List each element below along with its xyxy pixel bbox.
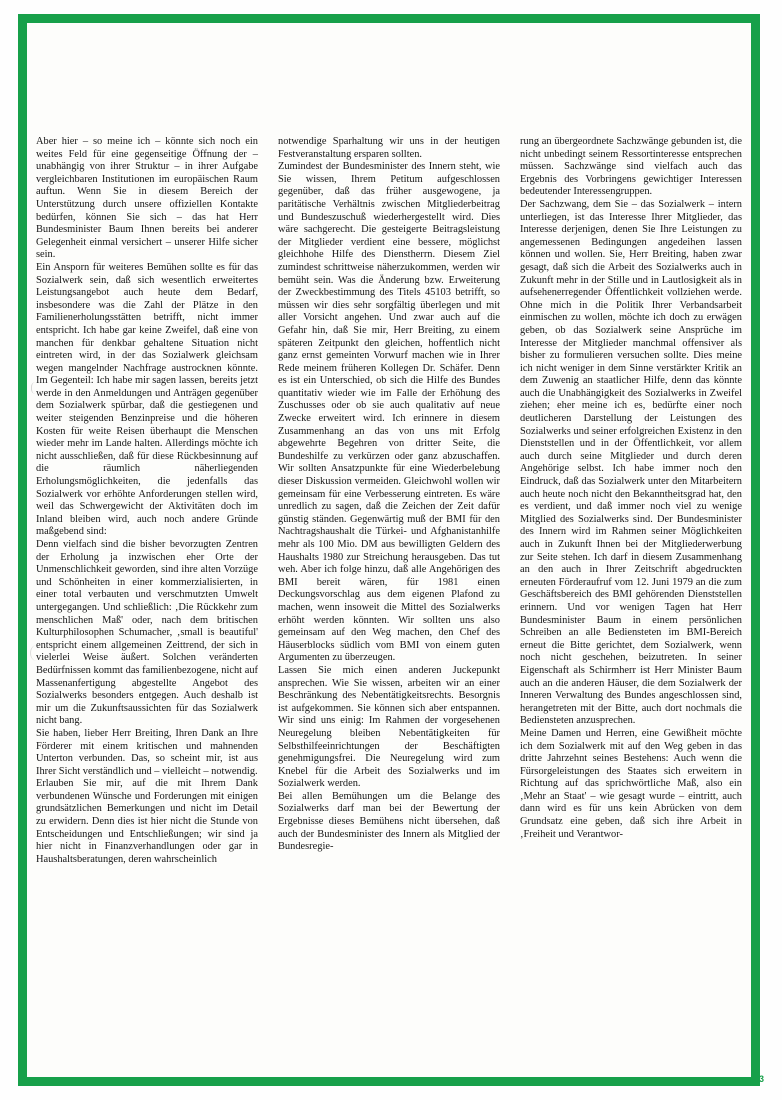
paragraph: Lassen Sie mich einen anderen Juckepunkt ansprechen. Wie Sie wissen, arbeiten wir an einer Beschränkung des Nebentätigkeitsrechts. Besorgnis ist aufgekommen. Sie können sich aber entspannen. Wir sind uns einig: Im Rahmen der vorgesehenen Neuregelung bleiben Nebentätigkeiten für Selbsthilfeeinrichtungen der Beschäftigten genehmigungsfrei. Die Neuregelung wird zum Knebel für die Arbeit des Sozialwerks und im Sozialwerk werden. [278,664,500,790]
paragraph: Ein Ansporn für weiteres Bemühen sollte es für das Sozialwerk sein, daß sich wesentlich erweitertes Leistungsangebot auch heute dem Bedarf, insbesondere was die Zahl der Plätze in den Familienerholungsstätten betrifft, nicht immer entspricht. Ich habe gar keine Zweifel, daß eine von manchen für denkbar gehaltene Situation nicht eintreten wird, in der das Sozialwerk gleichsam wegen mangelnder Nachfrage austrocknen könnte. Im Gegenteil: Ich habe mir sagen lassen, bereits jetzt werde in den Anmeldungen und Anträgen gegenüber dem Sozialwerk spürbar, daß die gestiegenen und weiter steigenden Benzinpreise und die höheren Kosten für weite Reisen überhaupt die Menschen wieder mehr im Lande halten. Allerdings möchte ich nicht ausschließen, daß für diese Rückbesinnung auf die räumlich näherliegenden Erholungsmöglichkeiten, die jedenfalls das Sozialwerk vor erhöhte Anforderungen stellen wird, weil das Schwergewicht der Aktivitäten doch im Inland bleiben wird, auch noch andere Gründe maßgebend sind: [36,261,258,538]
text-column-3 [520,136,742,1076]
text-columns [36,136,748,1076]
text-column-1 [36,136,258,1076]
frame-right-bar [751,14,760,1086]
paragraph: notwendige Sparhaltung wir uns in der heutigen Festveranstaltung ersparen sollten. [278,136,500,160]
paragraph: Der Sachzwang, dem Sie – das Sozialwerk – intern unterliegen, ist das Interesse Ihrer Mitglieder, das Interesse derjenigen, denen Sie Ihre Leistungen zu angemessenen Bedingungen angedeihen lassen können und wollen. Sie, Herr Breiting, haben zwar gesagt, daß sich die Arbeit des Sozialwerks auch in Zukunft mehr in der Stille und in Lautlosigkeit als in aufsehenerregender Öffentlichkeit vollziehen werde. Ohne mich in die Politik Ihrer Verbandsarbeit einmischen zu wollen, möchte ich doch zu erwägen geben, ob das Sozialwerk seine Ansprüche im Interesse der Mitglieder manchmal offensiver als bisher zu formulieren versuchen sollte. Dies meine ich nicht weniger in dem Sinne verstärkter Kritik an dem Zuwenig an staatlicher Hilfe, denn das könnte auch die Unabhängigkeit des Sozialwerks in Zweifel ziehen; eher meine ich es, bedürfte einer noch deutlicheren Darstellung der Leistungen des Sozialwerks und seiner erfolgreichen Existenz in den Dienststellen und in der Öffentlichkeit, vor allem auch durch seine Mitglieder und durch deren Angehörige selbst. Ich habe immer noch den Eindruck, daß das Sozialwerk unter den Mitarbeitern auch heute noch nicht den Bekanntheitsgrad hat, den es verdient, und daß immer noch viel zu wenige Mitglied des Sozialwerks sind. Der Bundesminister des Innern wird im Rahmen seiner Möglichkeiten auch in Zukunft Ihnen bei der Mitgliederwerbung zur Seite stehen. Ich darf in diesem Zusammenhang an den auch in Ihrer Zeitschrift abgedruckten erneuten Förderaufruf vom 12. Juni 1979 an die zum Geschäftsbereich des BMI gehörenden Dienststellen erinnern. Und vor wenigen Tagen hat Herr Bundesminister Baum in einem persönlichen Schreiben an alle Bediensteten im BMI-Bereich erneut die Bitte gerichtet, dem Sozialwerk, wenn noch nicht geschehen, beizutreten. In seiner Eigenschaft als Schirmherr ist Herr Minister Baum auch an die anderen Häuser, die dem Sozialwerk der Inneren Verwaltung des Bundes angeschlossen sind, herangetreten mit der Bitte, auch dort nochmals die Bediensteten anzusprechen. [520,198,742,727]
frame-bottom-bar [18,1077,760,1086]
frame-left-bar [18,14,27,1086]
paragraph: Sie haben, lieber Herr Breiting, Ihren Dank an Ihre Förderer mit einem kritischen und mahnenden Unterton verbunden. Das, so scheint mir, ist aus Ihrer Sicht verständlich und – vielleicht – notwendig. [36,727,258,777]
text-column-2 [278,136,500,1076]
paragraph: Aber hier – so meine ich – könnte sich noch ein weites Feld für eine gegenseitige Öffnung der – unabhängig von ihrer Struktur – in ihrer Aufgabe vergleichbaren Institutionen im europäischen Raum auftun. Wenn Sie in diesem Bereich der Unterstützung durch unsere offiziellen Kontakte bedürfen, können Sie sich – das hat Herr Bundesminister Baum Ihnen bereits bei anderer Gelegenheit einmal versichert – unserer Hilfe sicher sein. [36,136,258,261]
paragraph: Bei allen Bemühungen um die Belange des Sozialwerks darf man bei der Bewertung der Ergebnisse dieses Bemühens nicht übersehen, daß auch der Bundesminister des Innern als Mitglied der Bundesregie- [278,790,500,853]
paragraph: rung an übergeordnete Sachzwänge gebunden ist, die nicht unbedingt seinem Ressortinteresse entsprechen müssen. Sachzwänge sind vielfach auch das Ergebnis des Vorbringens gewichtiger Interessen bedeutender Interessengruppen. [520,136,742,198]
page-number: 3 [758,1074,764,1084]
paragraph: Erlauben Sie mir, auf die mit Ihrem Dank verbundenen Wünsche und Forderungen mit einigen grundsätzlichen Bemerkungen und nicht im Detail zu erwidern. Denn dies ist hier nicht die Stunde von Entscheidungen und Entschließungen; wir sind ja hier nicht in Finanzverhandlungen oder gar in Haushaltsberatungen, deren wahrscheinlich [36,778,258,865]
paragraph: Zumindest der Bundesminister des Innern steht, wie Sie wissen, Ihrem Petitum aufgeschlossen gegenüber, daß das früher ausgewogene, ja paritätische Verhältnis zwischen Mitgliederbeitrag und Bundeszuschuß wiederhergestellt wird. Dies wäre sachgerecht. Die gesteigerte Beitragsleistung der Mitglieder verdient eine bessere, möglichst gleichhohe Hilfe des Dienstherrn. Diesem Ziel zumindest schrittweise näherzukommen, werden wir bemüht sein. Was die Änderung bzw. Erweiterung der Zweckbestimmung des Titels 45103 betrifft, so müssen wir dies sehr sorgfältig überlegen und mit aller Vorsicht angehen. Und zwar auch auf die Gefahr hin, daß Sie mir, Herr Breiting, zu einem späteren Zeitpunkt den gleichen, hoffentlich nicht ganz ernst gemeinten Vorwurf machen wie in Ihrer Rede meinem früheren Kollegen Dr. Schäfer. Denn es ist ein Unterschied, ob sich die Hilfe des Bundes quantitativ wieder wie im Falle der Erhöhung des Zuschusses oder ob sie auch qualitativ auf neue Zwecke erweitert wird. Ich erinnere in diesem Zusammenhang an das von uns mit Erfolg abgewehrte Begehren von dritter Seite, die Bundeshilfe zu verkürzen oder ganz abzuschaffen. Wir sollten Ansatzpunkte für eine Wiederbelebung dieser Diskussion vermeiden. Gleichwohl wollen wir gemeinsam für eine Verbesserung eintreten. Es wäre unredlich zu sagen, daß die Zeichen der Zeit dafür günstig ständen. Gegenwärtig muß der BMI für den Nachtragshaushalt die Türkei- und Afghanistanhilfe mehr als 100 Mio. DM aus bewilligten Geldern des Haushalts 1980 zur Streichung herausgeben. Das tut weh. Aber ich folge hinzu, daß alle Angehörigen des BMI bereit wären, für 1981 einen Deckungsvorschlag aus dem eigenen Plafond zu machen, wenn insoweit die Mittel des Sozialwerks erhöht werden könnten. Wir sollten uns also gemeinsam auf den Weg machen, den Chef des Häuserblocks südlich vom BMI von einem guten Argumenten zu überzeugen. [278,161,500,664]
paragraph: Denn vielfach sind die bisher bevorzugten Zentren der Erholung ja inzwischen eher Orte der Unmenschlichkeit geworden, sind ihre alten Vorzüge und Schönheiten in einer kommerzialisierten, in einer total verbauten und verschmutzten Umwelt untergegangen. Und schließlich: ‚Die Rückkehr zum menschlichen Maß' oder, nach dem britischen Kulturphilosophen Schumacher, ‚small is beautiful' entspricht einem allgemeinen Zeittrend, der sich in vielerlei Weise äußert. Solchen veränderten Bedürfnissen kommt das familienbezogene, nicht auf Massenanfertigung abgestellte Angebot des Sozialwerks besonders entgegen. Auch deshalb ist mir um die Zukunftsaussichten für das Sozialwerk nicht bang. [36,539,258,727]
frame-top-bar [18,14,760,23]
paragraph: Meine Damen und Herren, eine Gewißheit möchte ich dem Sozialwerk mit auf den Weg geben in das dritte Jahrzehnt seines Bestehens: Auch wenn die Fürsorgeleistungen des Staates sich erweitern in Richtung auf das sprichwörtliche Maß, also ein ‚Mehr an Staat' – wie gesagt wurde – eintritt, auch dann wird es für uns kein Abrücken von dem Grundsatz eine geben, daß sich ihre Arbeit in ‚Freiheit und Verantwor- [520,727,742,840]
